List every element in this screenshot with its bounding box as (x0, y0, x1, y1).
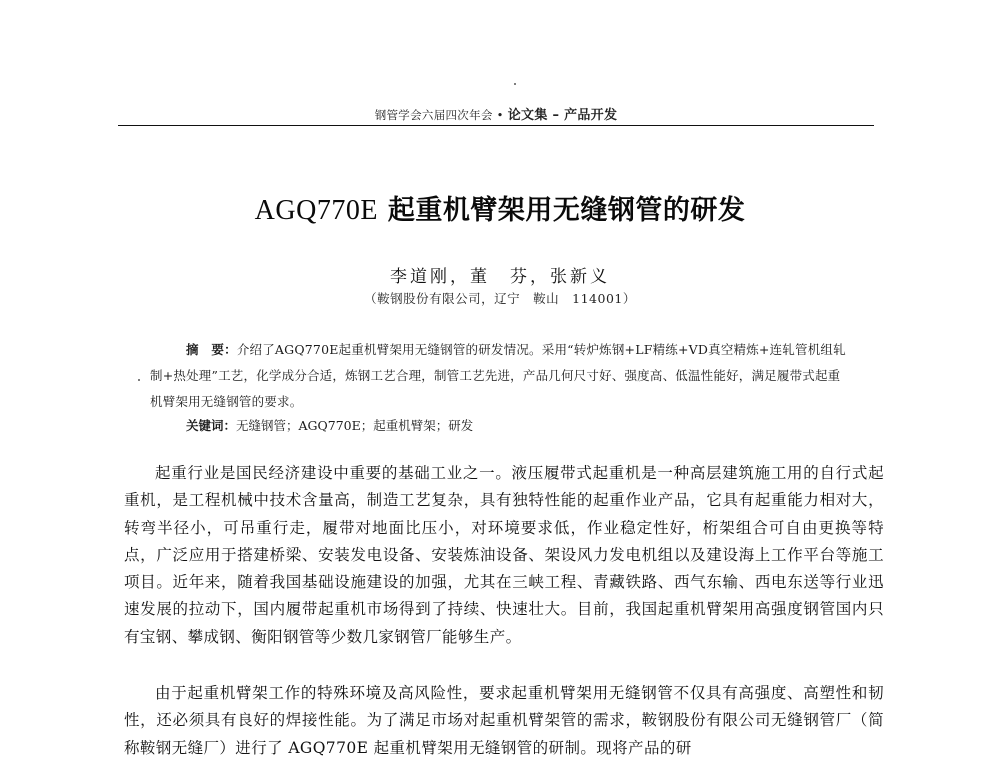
affiliation: （鞍钢股份有限公司，辽宁 鞍山 114001） (364, 291, 636, 306)
keywords-text: 无缝钢管；AGQ770E；起重机臂架；研发 (236, 418, 474, 433)
authors: 李道刚，董 芬，张新义 (390, 267, 610, 287)
keywords (186, 416, 846, 436)
paper-title-text: 起重机臂架用无缝钢管的研发 (377, 195, 746, 226)
scan-speck (514, 83, 516, 85)
paper-title-code: AGQ770E (254, 195, 378, 226)
body-paragraph-1: 起重行业是国民经济建设中重要的基础工业之一。液压履带式起重机是一种高层建筑施工用的自行式起重机，是工程机械中技术含量高，制造工艺复杂，具有独特性能的起重作业产品，它具有起重能力相对大，转弯半径小，可吊重行走，履带对地面比压小，对环境要求低，作业稳定性好，桁架组合可自由更换等特点，广泛应用于搭建桥梁、安装发电设备、安装炼油设备、架设风力发电机组以及建设海上工作平台等施工项目。近年来，随着我国基础设施建设的加强，尤其在三峡工程、青藏铁路、西气东输、西电东送等行业迅速发展的拉动下，国内履带起重机市场得到了持续、快速壮大。目前，我国起重机臂架用高强度钢管国内只有宝钢、攀成钢、衡阳钢管等少数几家钢管厂能够生产。 (124, 464, 884, 646)
abstract-text: 介绍了AGQ770E起重机臂架用无缝钢管的研发情况。采用“转炉炼钢+LF精练+VD真空精炼+连轧管机组轧制+热处理”工艺，化学成分合适，炼钢工艺合理，制管工艺先进，产品几何尺寸好、强度高、低温性能好，满足履带式起重机臂架用无缝钢管的要求。 (150, 342, 846, 409)
keywords-label: 关键词： (186, 418, 237, 433)
abstract (150, 337, 850, 415)
paper-title (0, 188, 1000, 227)
header-rule (118, 125, 874, 126)
scan-speck (138, 379, 140, 381)
running-header (118, 104, 874, 123)
running-header-prefix: 钢管学会六届四次年会 • (374, 108, 504, 122)
running-header-section: 论文集 – 产品开发 (507, 108, 618, 123)
body-paragraph-2: 由于起重机臂架工作的特殊环境及高风险性，要求起重机臂架用无缝钢管不仅具有高强度、高塑性和韧性，还必须具有良好的焊接性能。为了满足市场对起重机臂架管的需求，鞍钢股份有限公司无缝钢管厂（简称鞍钢无缝厂）进行了 AGQ770E 起重机臂架用无缝钢管的研制。现将产品的研 (124, 684, 884, 757)
abstract-label: 摘 要： (186, 342, 237, 357)
